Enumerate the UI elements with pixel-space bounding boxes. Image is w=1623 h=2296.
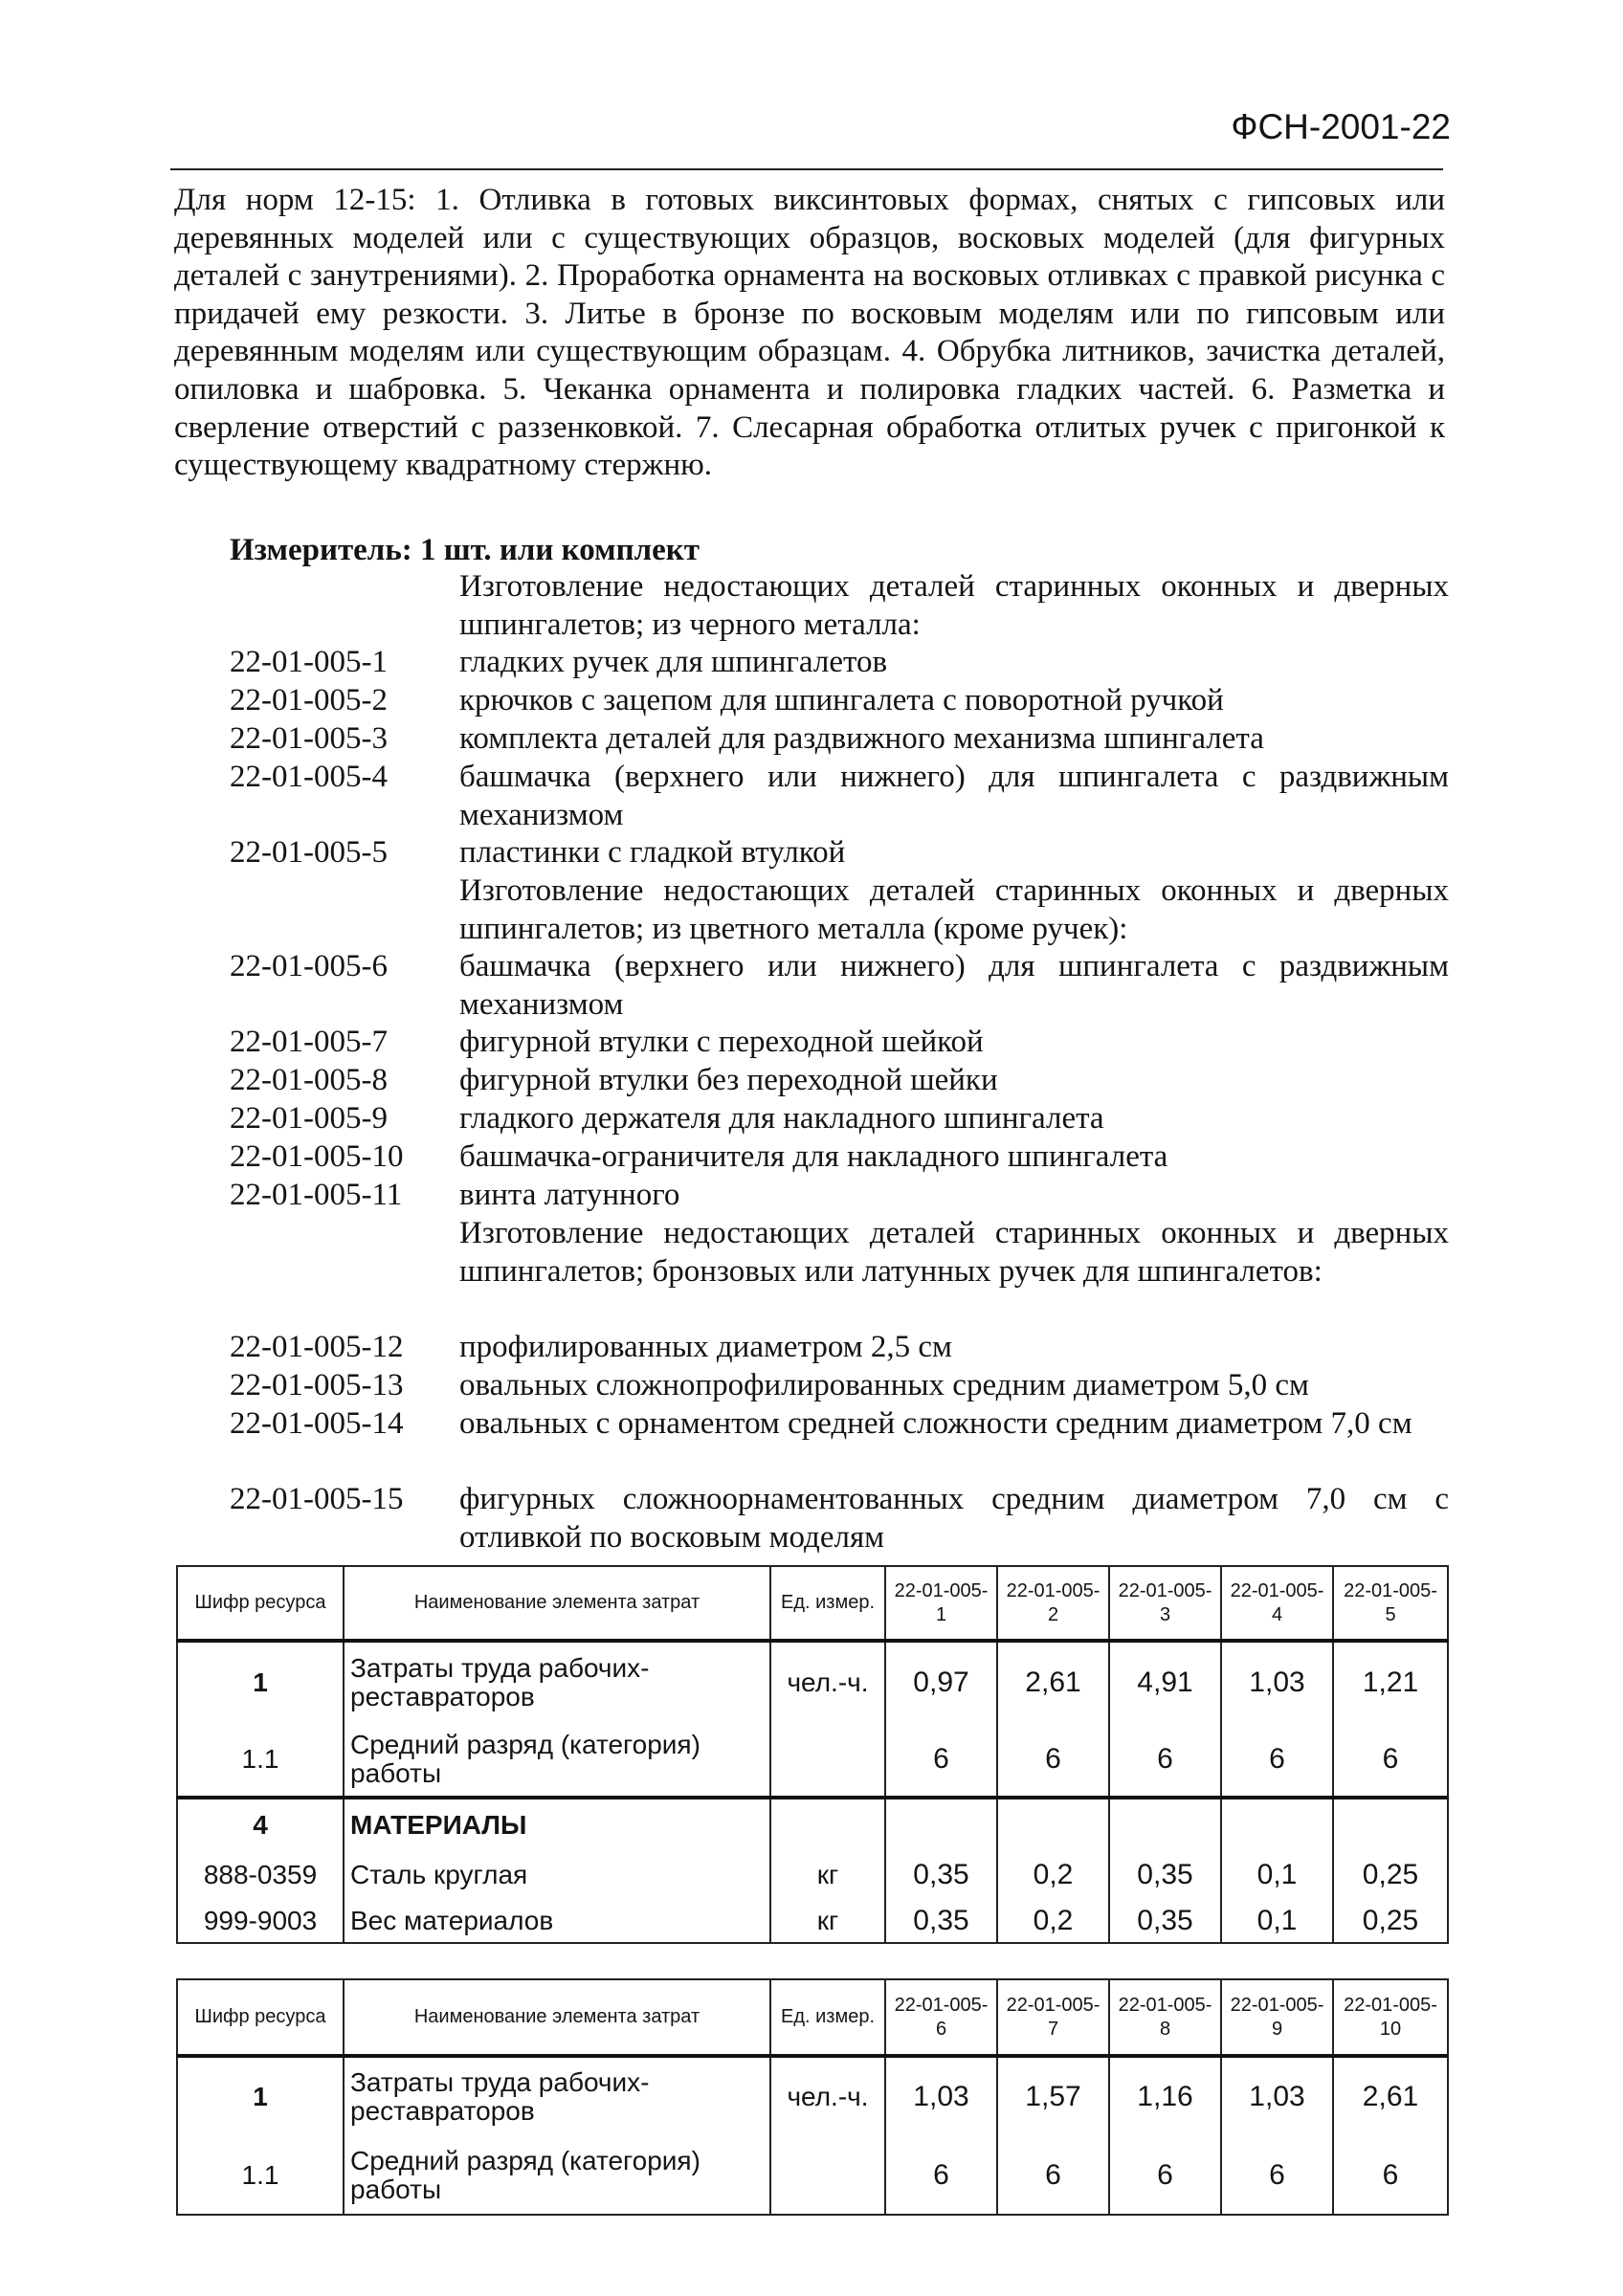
norm-code: 22-01-005-2 [230, 683, 388, 718]
norm-code: 22-01-005-10 [230, 1139, 404, 1174]
cell-value [1109, 1798, 1221, 1851]
cell-value: 6 [997, 2136, 1109, 2215]
table-row [177, 1899, 1448, 1943]
cell-value: 0,35 [1109, 1851, 1221, 1899]
cell-value [885, 1798, 997, 1851]
cell-value: 2,61 [1333, 2056, 1448, 2136]
col-header-norm: 22-01-005-7 [997, 1979, 1109, 2056]
cell-unit: кг [770, 1851, 885, 1899]
table-row [177, 1798, 1448, 1851]
cell-name: Средний разряд (категория) работы [344, 2136, 770, 2215]
cell-value: 0,2 [997, 1899, 1109, 1943]
cell-value: 6 [997, 1723, 1109, 1798]
norm-text: овальных с орнаментом средней сложности средним диаметром 7,0 см [459, 1406, 1412, 1441]
norm-text: овальных сложнопрофилированных средним диаметром 5,0 см [459, 1368, 1309, 1402]
cell-value: 1,57 [997, 2056, 1109, 2136]
norm-code: 22-01-005-13 [230, 1368, 404, 1402]
norm-text: Изготовление недостающих деталей старинных оконных и дверных шпингалетов; бронзовых или латунных ручек для шпингалетов: [459, 1216, 1449, 1289]
norm-code: 22-01-005-15 [230, 1482, 404, 1516]
cell-code: 999-9003 [177, 1899, 344, 1943]
norm-code: 22-01-005-5 [230, 835, 388, 870]
cell-unit [770, 1798, 885, 1851]
col-header-unit: Ед. измер. [770, 1566, 885, 1641]
resource-table-2 [176, 1978, 1449, 2216]
cell-value: 6 [1109, 1723, 1221, 1798]
cell-value: 0,1 [1221, 1899, 1333, 1943]
cell-value: 0,35 [885, 1899, 997, 1943]
cell-code: 1.1 [177, 2136, 344, 2215]
col-header-norm: 22-01-005-1 [885, 1566, 997, 1641]
col-header-name: Наименование элемента затрат [344, 1566, 770, 1641]
norm-code: 22-01-005-4 [230, 760, 388, 794]
col-header-norm: 22-01-005-5 [1333, 1566, 1448, 1641]
norm-text: башмачка (верхнего или нижнего) для шпингалета с раздвижным механизмом [459, 760, 1449, 832]
cell-name: Средний разряд (категория) работы [344, 1723, 770, 1798]
cell-value: 2,61 [997, 1641, 1109, 1723]
norm-text: профилированных диаметром 2,5 см [459, 1330, 952, 1364]
cell-unit [770, 1723, 885, 1798]
cell-unit: чел.-ч. [770, 2056, 885, 2136]
norm-code: 22-01-005-9 [230, 1101, 388, 1136]
norm-text: Изготовление недостающих деталей старинных оконных и дверных шпингалетов; из цветного металла (кроме ручек): [459, 873, 1449, 946]
cell-value: 6 [1221, 1723, 1333, 1798]
cell-value: 6 [1221, 2136, 1333, 2215]
table-header-row [177, 1566, 1448, 1641]
cell-value: 6 [1333, 2136, 1448, 2215]
cell-name: Сталь круглая [344, 1851, 770, 1899]
norm-text: винта латунного [459, 1178, 680, 1212]
cell-value [1333, 1798, 1448, 1851]
norm-text: фигурных сложноорнаментованных средним диаметром 7,0 см с отливкой по восковым моделям [459, 1482, 1449, 1555]
cell-name: Вес материалов [344, 1899, 770, 1943]
table-row [177, 2136, 1448, 2215]
cell-code: 4 [177, 1798, 344, 1851]
norm-text: комплекта деталей для раздвижного механизма шпингалета [459, 721, 1264, 756]
cell-value: 6 [885, 2136, 997, 2215]
cell-name: Затраты труда рабочих-реставраторов [344, 2056, 770, 2136]
col-header-norm: 22-01-005-3 [1109, 1566, 1221, 1641]
norm-code: 22-01-005-1 [230, 645, 388, 679]
norm-text: гладких ручек для шпингалетов [459, 645, 888, 679]
norm-text: фигурной втулки с переходной шейкой [459, 1025, 984, 1059]
norm-code: 22-01-005-6 [230, 949, 388, 983]
col-header-unit: Ед. измер. [770, 1979, 885, 2056]
table-header-row [177, 1979, 1448, 2056]
cell-value: 1,03 [1221, 2056, 1333, 2136]
cell-value: 0,25 [1333, 1851, 1448, 1899]
cell-unit: чел.-ч. [770, 1641, 885, 1723]
cell-value: 4,91 [1109, 1641, 1221, 1723]
table-row [177, 1641, 1448, 1723]
cell-code: 1 [177, 1641, 344, 1723]
col-header-norm: 22-01-005-9 [1221, 1979, 1333, 2056]
cell-code: 1.1 [177, 1723, 344, 1798]
norm-code: 22-01-005-14 [230, 1406, 404, 1441]
norm-text: гладкого держателя для накладного шпингалета [459, 1101, 1104, 1136]
cell-code: 888-0359 [177, 1851, 344, 1899]
cell-code: 1 [177, 2056, 344, 2136]
norm-code: 22-01-005-8 [230, 1063, 388, 1097]
cell-value: 6 [1109, 2136, 1221, 2215]
cell-value: 0,35 [885, 1851, 997, 1899]
cell-value: 1,03 [885, 2056, 997, 2136]
measure-line: Измеритель: 1 шт. или комплект [230, 533, 700, 567]
table-row [177, 1851, 1448, 1899]
cell-name: Затраты труда рабочих-реставраторов [344, 1641, 770, 1723]
table-row [177, 2056, 1448, 2136]
cell-value: 6 [1333, 1723, 1448, 1798]
cell-value: 1,21 [1333, 1641, 1448, 1723]
cell-name: МАТЕРИАЛЫ [344, 1798, 770, 1851]
cell-value: 0,2 [997, 1851, 1109, 1899]
cell-value: 0,97 [885, 1641, 997, 1723]
norm-text: крючков с зацепом для шпингалета с поворотной ручкой [459, 683, 1224, 718]
cell-value: 0,25 [1333, 1899, 1448, 1943]
cell-value: 0,1 [1221, 1851, 1333, 1899]
cell-unit [770, 2136, 885, 2215]
norm-text: фигурной втулки без переходной шейки [459, 1063, 998, 1097]
norm-text: башмачка-ограничителя для накладного шпингалета [459, 1139, 1168, 1174]
col-header-norm: 22-01-005-10 [1333, 1979, 1448, 2056]
norm-code: 22-01-005-12 [230, 1330, 404, 1364]
norm-code: 22-01-005-11 [230, 1178, 403, 1212]
col-header-code: Шифр ресурса [177, 1566, 344, 1641]
resource-table-1 [176, 1565, 1449, 1944]
norm-text: Изготовление недостающих деталей старинных оконных и дверных шпингалетов; из черного металла: [459, 569, 1449, 642]
table-row [177, 1723, 1448, 1798]
col-header-norm: 22-01-005-2 [997, 1566, 1109, 1641]
cell-value: 1,16 [1109, 2056, 1221, 2136]
cell-value [1221, 1798, 1333, 1851]
norm-code: 22-01-005-3 [230, 721, 388, 756]
norm-text: башмачка (верхнего или нижнего) для шпингалета с раздвижным механизмом [459, 949, 1449, 1022]
norm-text: пластинки с гладкой втулкой [459, 835, 846, 870]
header-rule [170, 168, 1443, 170]
col-header-norm: 22-01-005-8 [1109, 1979, 1221, 2056]
col-header-code: Шифр ресурса [177, 1979, 344, 2056]
norm-code: 22-01-005-7 [230, 1025, 388, 1059]
cell-value: 1,03 [1221, 1641, 1333, 1723]
intro-paragraph: Для норм 12-15: 1. Отливка в готовых виксинтовых формах, снятых с гипсовых или деревянных моделей или с существующих образцов, восковых моделей (для фигурных деталей с занутрениями). 2. Проработка орнамента на восковых отливках с правкой рисунка с придачей ему резкости. 3. Литье в бронзе по восковым моделям или по гипсовым или деревянным моделям или существующим образцам. 4. Обрубка литников, зачистка деталей, опиловка и шабровка. 5. Чеканка орнамента и полировка гладких частей. 6. Разметка и сверление отверстий с раззенковкой. 7. Слесарная обработка отлитых ручек с пригонкой к существующему квадратному стержню. [174, 183, 1445, 483]
col-header-name: Наименование элемента затрат [344, 1979, 770, 2056]
cell-value [997, 1798, 1109, 1851]
col-header-norm: 22-01-005-6 [885, 1979, 997, 2056]
cell-unit: кг [770, 1899, 885, 1943]
col-header-norm: 22-01-005-4 [1221, 1566, 1333, 1641]
cell-value: 6 [885, 1723, 997, 1798]
cell-value: 0,35 [1109, 1899, 1221, 1943]
document-code-header: ФСН-2001-22 [1231, 107, 1451, 146]
